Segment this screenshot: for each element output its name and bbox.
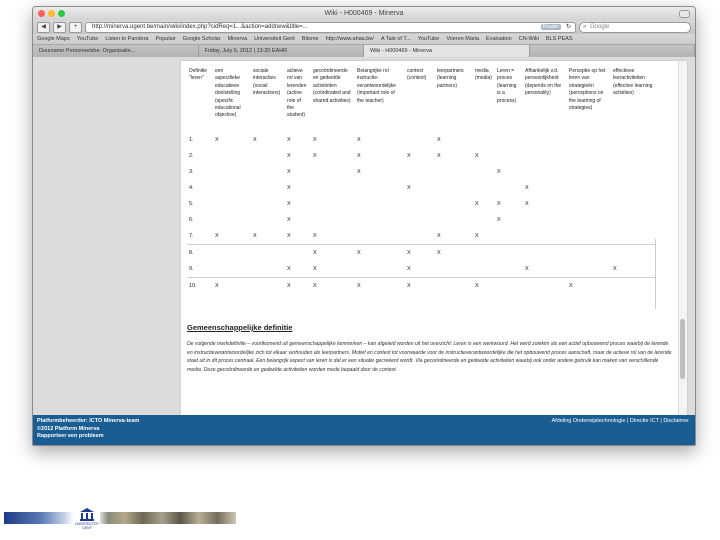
bookmark-item[interactable]: http://www.ahaa.be/ [325,36,374,42]
section-title: Gemeenschappelijke definitie [187,323,293,332]
table-cell [567,148,611,164]
table-cell [435,196,473,212]
table-cell [611,180,655,196]
column-header: Afhankelijk v.d. persoonlijkheid (depends on the personality) [525,68,562,97]
browser-toolbar [33,20,695,34]
table-cell: X [313,266,317,272]
search-icon: ⌕ [583,23,587,30]
table-cell [611,278,655,295]
table-cell [355,261,405,278]
table-row [187,278,655,295]
footer-links[interactable]: Afdeling Onderwijstechnologie | Directie ICT | Disclaimer [551,418,689,424]
column-header: media (media) [475,68,492,82]
add-bookmark-icon[interactable]: + [69,22,82,33]
logo-line-1: UNIVERSITEIT [74,522,100,526]
bookmark-item[interactable]: CN-Wiki [518,36,539,42]
table-cell: X [497,201,501,207]
table-cell [405,196,435,212]
table-row [187,261,655,278]
table-cell [213,148,251,164]
table-cell: X [437,233,441,239]
table-cell [405,164,435,180]
table-cell [495,180,523,196]
report-problem-link[interactable]: Rapporteer een probleem [37,433,104,439]
section-text: De volgende merkdefinitie – voortkomend uit gemeenschappelijke kenmerken – kan afgeleid worden uit het overzicht: Leren is een werkwoord. Het werd zoiekim als een actief opbouwend proces waarbij de lerende en instructieverantwoordelijke zich tot elkaar verhouden als leerpartners. Motief en context tot voorwaarde voor de instructieverantwoordelijke die het opbouwend proces aanschaft, maar de actieve rol van de lerende staat uit in dit proces centraal. Een belangrijk aspect van leren is dat er een situatie gecreëerd wordt. Via gecoördineerde en gedeelde activiteiten waarbij ook onder andere gebruik kan maken van verschillende media. Deze gecoördineerde en gedeelde activiteiten worden mede bepaald door de context. [187,341,672,373]
column-header: sociale interacties (social interactions) [253,68,281,97]
table-cell: X [497,169,501,175]
definitions-table [187,67,655,294]
table-cell [473,164,495,180]
address-url: http://minerva.ugent.be/main/wiki/index.php?cidReq=1...&action=addnew&title=... [92,23,308,30]
table-cell: X [407,153,411,159]
building-icon [79,508,95,521]
table-cell: X [525,201,529,207]
column-header: Definitie "leren" [189,68,208,82]
table-cell [567,196,611,212]
table-row [187,196,655,212]
bookmark-item[interactable]: Evaluation [486,36,512,42]
table-cell: X [525,266,529,272]
table-cell [213,180,251,196]
table-cell [495,132,523,148]
browser-window [32,6,696,446]
bookmark-item[interactable]: Populair [155,36,176,42]
footer-left [37,418,139,441]
table-cell: X [437,153,441,159]
browser-tab[interactable]: Duurzame Personeelsbe: Organisatie... [33,45,199,57]
bookmark-item[interactable]: BLS PEAS [545,36,573,42]
table-cell: X [287,169,291,175]
table-cell: X [407,185,411,191]
table-cell [435,180,473,196]
scrollbar[interactable] [678,61,687,415]
row-number: 9. [189,266,194,272]
reader-button[interactable]: Reader [542,23,559,30]
table-cell: X [475,153,479,159]
footer-copyright: ©2012 Platform Minerva [37,425,100,432]
window-title: Wiki - H000469 - Minerva [324,10,404,17]
bookmark-item[interactable]: YouTube [417,36,440,42]
table-cell: X [215,137,219,143]
table-cell [355,228,405,245]
table-cell [405,228,435,245]
table-cell: X [475,201,479,207]
table-cell [611,228,655,245]
table-cell [495,261,523,278]
table-cell: X [407,266,411,272]
title-bar [33,7,695,20]
table-cell [311,196,355,212]
table-cell [523,148,567,164]
search-placeholder: Google [590,23,610,30]
table-cell [523,228,567,245]
table-cell: X [311,245,355,262]
table-cell: X [613,266,617,272]
table-row [187,245,655,262]
table-cell [251,278,285,295]
table-row [187,148,655,164]
table-row [187,164,655,180]
table-cell [311,180,355,196]
table-cell [405,132,435,148]
table-cell [213,164,251,180]
table-cell [611,245,655,262]
table-cell: X [355,245,405,262]
row-number: 10. [187,278,213,295]
bookmark-item[interactable]: Google Scholar [182,36,221,42]
table-cell [435,212,473,228]
table-cell [523,164,567,180]
column-header: Perceptie op het leren van strategieën (perceptions on the learning of strategies) [569,68,606,112]
table-cell [251,212,285,228]
table-cell [567,261,611,278]
table-cell: X [287,217,291,223]
table-row [187,228,655,245]
table-cell [523,212,567,228]
reload-icon[interactable]: ↻ [565,23,571,30]
address-bar[interactable] [85,22,576,33]
table-cell [473,261,495,278]
table-row [187,180,655,196]
table-cell [405,212,435,228]
column-header: leerpartners (learning partners) [437,68,464,89]
table-cell [495,245,523,262]
table-cell: X [285,278,311,295]
table-cell [213,261,251,278]
table-cell: X [215,233,219,239]
table-cell [251,164,285,180]
page-footer [33,415,695,445]
table-cell: X [435,245,473,262]
table-cell [567,180,611,196]
table-cell [611,212,655,228]
table-cell: X [567,278,611,295]
bookmark-item[interactable]: Bitsme [301,36,319,42]
table-cell [251,148,285,164]
table-cell: X [475,233,479,239]
table-cell: X [355,278,405,295]
table-cell [213,196,251,212]
table-cell [435,164,473,180]
table-body [187,132,655,294]
table-cell [495,278,523,295]
column-header: actieve rol van lerenden (active role of the student) [287,68,307,119]
bookmark-item[interactable]: Listen to Pandora [105,36,149,42]
scrollbar-thumb[interactable] [680,319,685,379]
table-cell: X [287,233,291,239]
row-number: 2. [189,153,194,159]
bookmark-item[interactable]: Minerva [227,36,248,42]
table-cell: X [357,137,361,143]
bookmark-item[interactable]: Voeren Maria [446,36,480,42]
column-header: gecoördineerde en gedeelde activiteiten (coördinated and shared activities) [313,68,351,104]
table-cell [523,132,567,148]
divider [655,239,656,309]
table-cell [355,196,405,212]
table-row [187,132,655,148]
table-cell: X [311,278,355,295]
forward-icon[interactable]: ▶ [53,22,66,33]
table-cell [435,278,473,295]
bookmark-item[interactable]: Universiteit Gent [254,36,295,42]
table-cell [523,278,567,295]
table-cell: X [287,201,291,207]
table-cell: X [525,185,529,191]
table-cell [311,164,355,180]
column-header: context (context) [407,68,427,82]
table-cell [567,245,611,262]
table-cell [473,212,495,228]
table-cell: X [405,278,435,295]
search-field[interactable] [579,22,691,33]
browser-tab[interactable]: Friday, July 6, 2012 | 13:20 EAHR [199,45,365,57]
bookmark-item[interactable]: A Tale of T... [380,36,411,42]
table-cell: X [213,278,251,295]
column-header: effectieve leeractiviteiten (effective learning activities) [613,68,653,97]
window-controls [38,10,65,17]
table-cell [355,212,405,228]
bookmark-item[interactable]: Google Maps [37,36,70,42]
back-icon[interactable]: ◀ [37,22,50,33]
table-cell [495,148,523,164]
table-cell: X [313,137,317,143]
table-cell: X [253,233,257,239]
toolbar-toggle-button[interactable] [679,10,690,18]
table-cell [285,245,311,262]
table-cell [611,148,655,164]
wiki-page [181,61,687,415]
table-cell: X [287,153,291,159]
table-cell: X [287,137,291,143]
table-cell [251,245,285,262]
table-cell: X [497,217,501,223]
table-cell [473,245,495,262]
table-cell [251,196,285,212]
browser-tab[interactable] [530,45,696,57]
table-cell [251,261,285,278]
table-cell [251,180,285,196]
table-cell [435,261,473,278]
table-cell: X [357,169,361,175]
row-number: 4. [189,185,194,191]
logo-line-2: GENT [82,526,92,530]
logo-text [74,522,100,530]
zoom-window-button[interactable] [58,10,65,17]
table-cell: X [357,153,361,159]
page-viewport [33,57,695,445]
footer-admin-text: Platformbeheerder: ICTO Minerva-team [37,418,140,424]
table-cell [473,180,495,196]
table-cell [567,212,611,228]
table-cell [213,212,251,228]
table-cell: X [473,278,495,295]
minimize-window-button[interactable] [48,10,55,17]
table-header-row [187,67,655,132]
table-cell: X [313,153,317,159]
table-row [187,212,655,228]
table-cell [567,132,611,148]
row-number: 1. [189,137,194,143]
table-cell: X [287,185,291,191]
row-number: 5. [189,201,194,207]
row-number: 8. [187,245,213,262]
ugent-logo [4,508,236,530]
table-cell: X [313,233,317,239]
table-cell [611,132,655,148]
table-cell [495,228,523,245]
table-cell [611,196,655,212]
table-cell [523,245,567,262]
table-cell: X [405,245,435,262]
row-number: 3. [189,169,194,175]
bookmark-item[interactable]: YouTube [76,36,99,42]
table-cell [311,212,355,228]
table-cell: X [253,137,257,143]
row-number: 6. [189,217,194,223]
table-cell [567,228,611,245]
close-window-button[interactable] [38,10,45,17]
column-header: een aspecifieke educatieve doelstelling (specific educational objective) [215,68,241,119]
logo-banner [4,512,236,524]
column-header: Leren = proces (learning is a process) [497,68,517,104]
table-cell [355,180,405,196]
table-cell: X [437,137,441,143]
row-number: 7. [189,233,194,239]
bookmarks-bar [33,34,695,45]
table-cell [567,164,611,180]
table-cell: X [287,266,291,272]
table-cell [213,245,251,262]
browser-tab-active[interactable]: Wiki - H000469 - Minerva [364,45,530,57]
column-header: Belangrijke rol instructie-verantwoordelijke (important role of the teacher) [357,68,396,104]
table-cell [473,132,495,148]
table-cell [611,164,655,180]
